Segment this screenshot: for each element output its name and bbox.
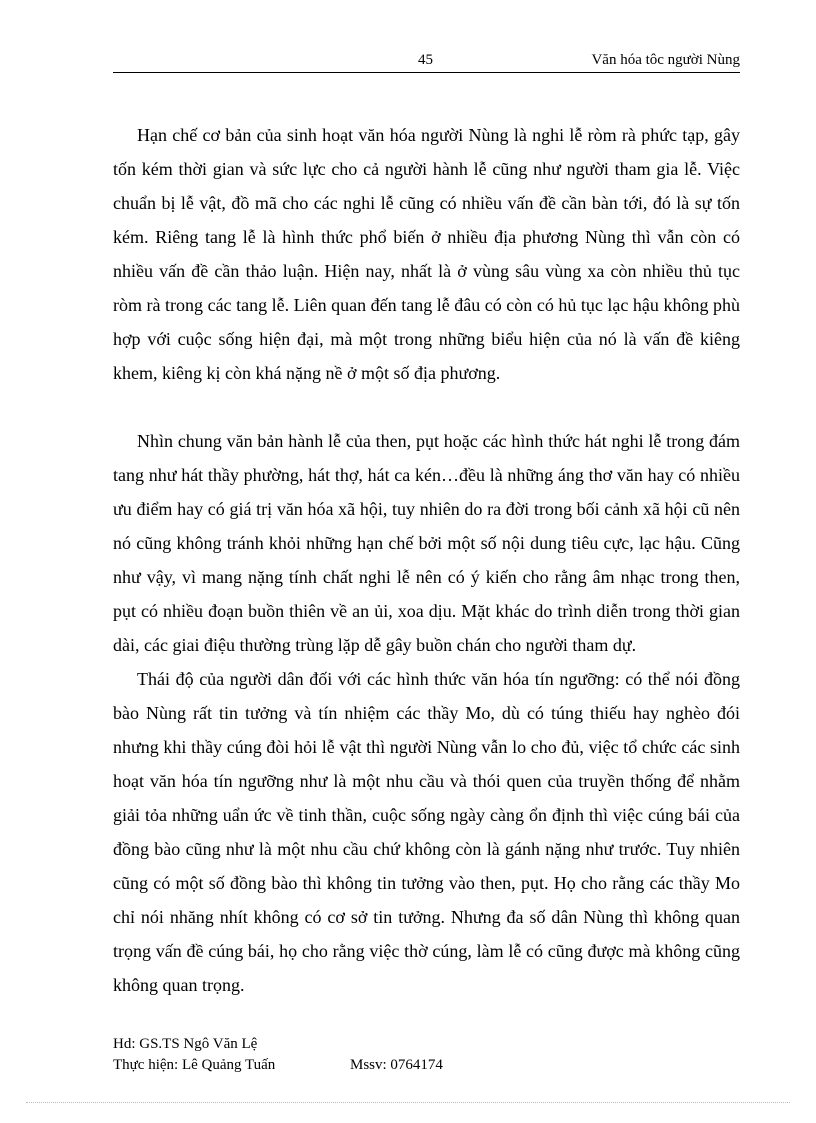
paragraph-attitudes: Thái độ của người dân đối với các hình thức văn hóa tín ngưỡng: có thể nói đồng bào Nùng rất tin tưởng và tín nhiệm các thầy Mo, dù có túng thiếu hay nghèo đói nhưng khi thầy cúng đòi hỏi lễ vật thì người Nùng vẫn lo cho đủ, việc tổ chức các sinh hoạt văn hóa tín ngưỡng như là một nhu cầu và thói quen của truyền thống để nhằm giải tỏa những uẩn ức về tinh thần, cuộc sống ngày càng ổn định thì việc cúng bái của đồng bào cũng như là một nhu cầu chứ không còn là gánh nặng như trước. Tuy nhiên cũng có một số đồng bào thì không tin tưởng vào then, pụt. Họ cho rằng các thầy Mo chỉ nói nhăng nhít không có cơ sở tin tưởng. Nhưng đa số dân Nùng thì không quan trọng vấn đề cúng bái, họ cho rằng việc thờ cúng, làm lễ có cũng được mà không cũng không quan trọng.	[113, 669, 740, 995]
advisor-line: Hd: GS.TS Ngô Văn Lệ	[113, 1036, 258, 1052]
page-header	[113, 52, 740, 73]
paragraph-limitations: Hạn chế cơ bản của sinh hoạt văn hóa người Nùng là nghi lễ ròm rà phức tạp, gây tốn kém thời gian và sức lực cho cả người hành lễ cũng như người tham gia lễ. Việc chuẩn bị lễ vật, đồ mã cho các nghi lễ cũng có nhiều vấn đề cần bàn tới, đó là sự tốn kém. Riêng tang lễ là hình thức phổ biến ở nhiều địa phương Nùng thì vẫn còn có nhiều vấn đề cần thảo luận. Hiện nay, nhất là ở vùng sâu vùng xa còn nhiều thủ tục ròm rà trong các tang lễ. Liên quan đến tang lễ đâu có còn có hủ tục lạc hậu không phù hợp với cuộc sống hiện đại, mà một trong những biểu hiện của nó là vấn đề kiêng khem, kiêng kị còn khá nặng nề ở một số địa phương.	[113, 125, 740, 383]
page-footer	[113, 1034, 443, 1076]
page-bottom-divider	[26, 1102, 790, 1103]
running-title: Văn hóa tôc người Nùng	[591, 52, 740, 68]
paragraph-ritual-texts: Nhìn chung văn bản hành lễ của then, pụt hoặc các hình thức hát nghi lễ trong đám tang như hát thầy phường, hát thợ, hát ca kén…đều là những áng thơ văn hay có nhiều ưu điểm hay có giá trị văn hóa xã hội, tuy nhiên do ra đời trong bối cảnh xã hội cũ nên nó cũng không tránh khỏi những hạn chế bởi một số nội dung tiêu cực, lạc hậu. Cũng như vậy, vì mang nặng tính chất nghi lễ nên có ý kiến cho rằng âm nhạc trong then, pụt có nhiều đoạn buồn thiên về an ủi, xoa dịu. Mặt khác do trình diễn trong thời gian dài, các giai điệu thường trùng lặp dễ gây buồn chán cho người tham dự.	[113, 431, 740, 655]
author-line: Thực hiện: Lê Quảng Tuấn	[113, 1057, 276, 1073]
page-number: 45	[418, 52, 433, 68]
student-id: Mssv: 0764174	[350, 1057, 443, 1073]
